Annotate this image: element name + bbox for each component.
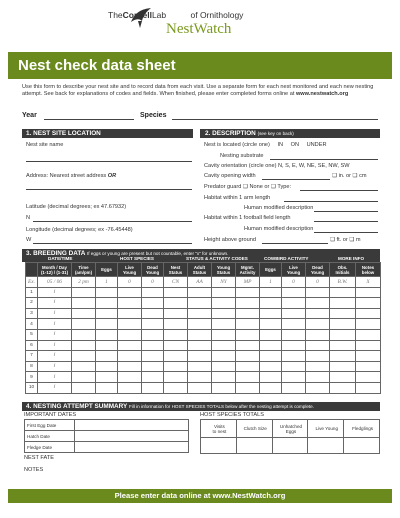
column-header — [26, 263, 38, 277]
nest-site-name-label: Nest site name — [26, 142, 64, 148]
table-row — [26, 372, 381, 383]
data-cell[interactable] — [142, 298, 164, 309]
example-cell: MP — [236, 277, 260, 288]
hatch-label: Hatch Date — [25, 431, 75, 442]
data-cell[interactable] — [72, 372, 96, 383]
n-label: N — [26, 215, 31, 221]
data-cell[interactable] — [330, 361, 356, 372]
fledge-label: Fledge Date — [25, 442, 75, 453]
data-cell[interactable] — [236, 319, 260, 330]
data-cell[interactable] — [212, 340, 236, 351]
totals-field[interactable] — [344, 438, 380, 454]
date-cell[interactable]: / — [38, 287, 72, 298]
table-row — [26, 351, 381, 362]
date-cell[interactable]: / — [38, 329, 72, 340]
data-cell[interactable] — [356, 329, 381, 340]
totals-field[interactable] — [201, 438, 237, 454]
opening-field[interactable] — [262, 179, 330, 180]
table-row — [26, 382, 381, 393]
data-cell[interactable] — [118, 319, 142, 330]
data-cell[interactable] — [142, 287, 164, 298]
located-label: Nest is located (circle one) IN ON UNDER — [204, 142, 327, 148]
data-cell[interactable] — [72, 382, 96, 393]
date-cell[interactable]: / — [38, 382, 72, 393]
data-cell[interactable] — [96, 351, 118, 362]
data-cell[interactable] — [164, 351, 188, 362]
substrate-label: Nesting substrate — [220, 153, 264, 159]
example-cell: 0 — [118, 277, 142, 288]
data-cell[interactable] — [306, 319, 330, 330]
table-row — [26, 319, 381, 330]
data-cell[interactable] — [188, 298, 212, 309]
data-cell[interactable] — [72, 329, 96, 340]
data-cell[interactable] — [142, 382, 164, 393]
species-field[interactable] — [172, 119, 378, 120]
predator-field[interactable] — [300, 190, 378, 191]
data-cell[interactable] — [212, 382, 236, 393]
example-cell: AA — [188, 277, 212, 288]
column-header: Eggs — [96, 263, 118, 277]
year-field[interactable] — [44, 119, 134, 120]
breeding-data-table — [25, 262, 381, 394]
longitude-label: Longitude (decimal degrees; ex -76.45448) — [26, 227, 133, 233]
column-header: Obs. Initials — [330, 263, 356, 277]
data-cell[interactable] — [282, 298, 306, 309]
brand-nestwatch: NestWatch — [166, 21, 232, 37]
data-cell[interactable] — [236, 287, 260, 298]
date-cell[interactable]: / — [38, 308, 72, 319]
data-cell[interactable] — [96, 372, 118, 383]
data-cell[interactable] — [236, 372, 260, 383]
row-number: 4 — [26, 319, 38, 330]
data-cell[interactable] — [330, 340, 356, 351]
example-cell: 0 — [282, 277, 306, 288]
data-cell[interactable] — [260, 329, 282, 340]
data-cell[interactable] — [260, 319, 282, 330]
human-mod-1-field[interactable] — [314, 211, 378, 212]
table-row — [26, 287, 381, 298]
table-row — [26, 308, 381, 319]
data-cell[interactable] — [330, 287, 356, 298]
data-cell[interactable] — [306, 308, 330, 319]
date-cell[interactable]: / — [38, 340, 72, 351]
host-totals-table — [200, 419, 380, 454]
example-cell: 0 — [142, 277, 164, 288]
example-cell: X — [356, 277, 381, 288]
totals-header: Clutch Size — [236, 420, 272, 438]
totals-header: Unhatched Eggs — [272, 420, 308, 438]
footer-text[interactable]: Please enter data online at www.NestWatch.org — [114, 491, 286, 500]
data-cell[interactable] — [188, 361, 212, 372]
date-cell[interactable]: / — [38, 298, 72, 309]
data-cell[interactable] — [164, 319, 188, 330]
year-label: Year — [22, 112, 37, 119]
row-number: 7 — [26, 351, 38, 362]
important-dates-label: IMPORTANT DATES — [24, 412, 77, 418]
totals-field[interactable] — [308, 438, 344, 454]
column-header: Live Young — [118, 263, 142, 277]
group-status: STATUS & ACTIVITY CODES — [186, 256, 248, 261]
data-cell[interactable] — [142, 319, 164, 330]
data-cell[interactable] — [260, 372, 282, 383]
data-cell[interactable] — [260, 361, 282, 372]
data-cell[interactable] — [212, 298, 236, 309]
notes-label: NOTES — [24, 467, 44, 473]
data-cell[interactable] — [188, 287, 212, 298]
row-number: 8 — [26, 361, 38, 372]
data-cell[interactable] — [356, 287, 381, 298]
column-header: Nest Status — [164, 263, 188, 277]
example-cell: NY — [212, 277, 236, 288]
data-cell[interactable] — [188, 372, 212, 383]
data-cell[interactable] — [72, 298, 96, 309]
data-cell[interactable] — [282, 308, 306, 319]
data-cell[interactable] — [96, 329, 118, 340]
date-cell[interactable]: / — [38, 361, 72, 372]
group-host: HOST SPECIES — [120, 256, 154, 261]
data-cell[interactable] — [260, 351, 282, 362]
first-egg-label: First Egg Date — [25, 420, 75, 431]
example-cell: 0 — [306, 277, 330, 288]
data-cell[interactable] — [72, 287, 96, 298]
data-cell[interactable] — [212, 361, 236, 372]
habitat-fb-label: Habitat within 1 football field length — [204, 215, 291, 221]
human-mod-2-label: Human modified description — [244, 226, 314, 232]
data-cell[interactable] — [330, 329, 356, 340]
data-cell[interactable] — [96, 319, 118, 330]
brand-lab-name: TheCornellLab of Ornithology — [108, 10, 244, 20]
data-cell[interactable] — [142, 308, 164, 319]
data-cell[interactable] — [236, 361, 260, 372]
data-cell[interactable] — [96, 340, 118, 351]
row-number: 3 — [26, 308, 38, 319]
row-number: 5 — [26, 329, 38, 340]
example-cell: 05 / 06 — [38, 277, 72, 288]
data-cell[interactable] — [282, 287, 306, 298]
data-cell[interactable] — [164, 361, 188, 372]
host-totals-label: HOST SPECIES TOTALS — [200, 412, 264, 418]
data-cell[interactable] — [212, 308, 236, 319]
orientation-label: Cavity orientation (circle one) N, S, E, W, NE, SE, NW, SW — [204, 163, 350, 169]
data-cell[interactable] — [356, 351, 381, 362]
data-cell[interactable] — [118, 287, 142, 298]
data-cell[interactable] — [356, 372, 381, 383]
column-header: Adult Status — [188, 263, 212, 277]
data-cell[interactable] — [118, 340, 142, 351]
data-cell[interactable] — [260, 287, 282, 298]
data-cell[interactable] — [96, 382, 118, 393]
data-cell[interactable] — [236, 298, 260, 309]
data-cell[interactable] — [236, 329, 260, 340]
data-cell[interactable] — [72, 361, 96, 372]
example-cell: 1 — [260, 277, 282, 288]
data-cell[interactable] — [330, 372, 356, 383]
example-cell: 2 pm — [72, 277, 96, 288]
opening-units[interactable]: ❑ in. or ❑ cm — [332, 173, 367, 179]
data-cell[interactable] — [356, 319, 381, 330]
data-cell[interactable] — [282, 319, 306, 330]
totals-field[interactable] — [272, 438, 308, 454]
column-header: Month / Day (1-12) / (1-31) — [38, 263, 72, 277]
height-units[interactable]: ❑ ft. or ❑ m — [330, 237, 361, 243]
data-cell[interactable] — [356, 382, 381, 393]
data-cell[interactable] — [188, 382, 212, 393]
data-cell[interactable] — [330, 298, 356, 309]
data-cell[interactable] — [118, 351, 142, 362]
column-header: Young Status — [212, 263, 236, 277]
date-cell[interactable]: / — [38, 372, 72, 383]
data-cell[interactable] — [96, 308, 118, 319]
group-datetime: DATE/TIME — [48, 256, 73, 261]
date-cell[interactable]: / — [38, 319, 72, 330]
data-cell[interactable] — [164, 382, 188, 393]
data-cell[interactable] — [236, 351, 260, 362]
data-cell[interactable] — [282, 351, 306, 362]
data-cell[interactable] — [164, 308, 188, 319]
human-mod-1-label: Human modified description — [244, 205, 314, 211]
data-cell[interactable] — [306, 340, 330, 351]
intro-text: Use this form to describe your nest site and to record data from each visit. Use a separate form for each nest monitored and each new nesting attempt. See back for explanations of codes and fields. When finished, please enter completed forms online at www.nestwatch.org — [22, 84, 374, 97]
data-cell[interactable] — [282, 329, 306, 340]
data-cell[interactable] — [356, 340, 381, 351]
data-cell[interactable] — [282, 372, 306, 383]
first-egg-field[interactable] — [74, 420, 188, 431]
data-cell[interactable] — [356, 308, 381, 319]
habitat-arm-field[interactable] — [284, 201, 378, 202]
data-cell[interactable] — [142, 351, 164, 362]
data-cell[interactable] — [118, 298, 142, 309]
data-cell[interactable] — [118, 329, 142, 340]
data-cell[interactable] — [282, 340, 306, 351]
table-row — [26, 361, 381, 372]
opening-label: Cavity opening width — [204, 173, 256, 179]
data-cell[interactable] — [72, 351, 96, 362]
hatch-field[interactable] — [74, 431, 188, 442]
data-cell[interactable] — [260, 298, 282, 309]
data-cell[interactable] — [188, 329, 212, 340]
row-number: 2 — [26, 298, 38, 309]
address-label: Address: Nearest street address OR — [26, 173, 117, 179]
data-cell[interactable] — [164, 372, 188, 383]
data-cell[interactable] — [282, 361, 306, 372]
latitude-field[interactable] — [33, 221, 192, 222]
data-cell[interactable] — [236, 382, 260, 393]
data-cell[interactable] — [118, 382, 142, 393]
habitat-fb-field[interactable] — [314, 221, 378, 222]
group-cowbird: COWBIRD ACTIVITY — [264, 256, 309, 261]
data-cell[interactable] — [330, 308, 356, 319]
example-cell: CN — [164, 277, 188, 288]
row-number: 9 — [26, 372, 38, 383]
data-cell[interactable] — [330, 351, 356, 362]
data-cell[interactable] — [96, 287, 118, 298]
section-heading-2: 2. DESCRIPTION (see key on back) — [205, 130, 294, 137]
row-number: 10 — [26, 382, 38, 393]
data-cell[interactable] — [72, 319, 96, 330]
section-heading-3: 3. BREEDING DATA If eggs or young are present but not countable, enter "x" for unknown. — [26, 250, 229, 257]
human-mod-2-field[interactable] — [314, 232, 378, 233]
height-field[interactable] — [262, 243, 328, 244]
data-cell[interactable] — [356, 361, 381, 372]
height-label: Height above ground — [204, 237, 256, 243]
latitude-label: Latitude (decimal degrees; ex 47.67932) — [26, 204, 127, 210]
data-cell[interactable] — [118, 361, 142, 372]
data-cell[interactable] — [212, 287, 236, 298]
data-cell[interactable] — [260, 340, 282, 351]
w-label: W — [26, 237, 32, 243]
column-header: Dead Young — [142, 263, 164, 277]
column-header: Time (am/pm) — [72, 263, 96, 277]
column-header: Mgmt. Activity — [236, 263, 260, 277]
section-heading-4: 4. NESTING ATTEMPT SUMMARY Fill in information for HOST SPECIES TOTALS below after the nesting attempt is complete. — [26, 403, 315, 410]
important-dates-table — [24, 419, 189, 453]
data-cell[interactable] — [164, 340, 188, 351]
data-cell[interactable] — [72, 308, 96, 319]
longitude-field[interactable] — [33, 243, 192, 244]
data-cell[interactable] — [306, 329, 330, 340]
data-cell[interactable] — [282, 382, 306, 393]
table-row — [26, 329, 381, 340]
data-cell[interactable] — [118, 372, 142, 383]
data-cell[interactable] — [164, 298, 188, 309]
data-cell[interactable] — [96, 361, 118, 372]
data-cell[interactable] — [142, 340, 164, 351]
species-label: Species — [140, 112, 167, 119]
section-heading-1: 1. NEST SITE LOCATION — [26, 130, 101, 137]
data-cell[interactable] — [142, 361, 164, 372]
totals-header: Live Young — [308, 420, 344, 438]
intro-url[interactable]: www.nestwatch.org — [295, 91, 349, 97]
data-cell[interactable] — [212, 372, 236, 383]
data-cell[interactable] — [306, 361, 330, 372]
data-cell[interactable] — [330, 382, 356, 393]
totals-field[interactable] — [236, 438, 272, 454]
date-cell[interactable]: / — [38, 351, 72, 362]
data-cell[interactable] — [236, 340, 260, 351]
data-cell[interactable] — [164, 287, 188, 298]
substrate-field[interactable] — [270, 159, 378, 160]
page-title: Nest check data sheet — [18, 57, 176, 74]
data-cell[interactable] — [212, 329, 236, 340]
totals-header: Visits to nest — [201, 420, 237, 438]
habitat-arm-label: Habitat within 1 arm length — [204, 195, 271, 201]
data-cell[interactable] — [164, 329, 188, 340]
data-cell[interactable] — [306, 351, 330, 362]
data-cell[interactable] — [356, 298, 381, 309]
example-cell: B.W. — [330, 277, 356, 288]
address-field[interactable] — [26, 189, 192, 190]
predator-label[interactable]: Predator guard ❑ None or ❑ Type: — [204, 184, 292, 190]
data-cell[interactable] — [306, 298, 330, 309]
data-cell[interactable] — [118, 308, 142, 319]
column-header: Eggs — [260, 263, 282, 277]
example-row-label: Ex. — [26, 277, 38, 288]
totals-header: Fledglings — [344, 420, 380, 438]
data-cell[interactable] — [260, 308, 282, 319]
data-cell[interactable] — [212, 319, 236, 330]
data-cell[interactable] — [142, 372, 164, 383]
data-cell[interactable] — [306, 287, 330, 298]
data-cell[interactable] — [306, 372, 330, 383]
data-cell[interactable] — [260, 382, 282, 393]
data-cell[interactable] — [188, 340, 212, 351]
nest-site-name-field[interactable] — [26, 161, 192, 162]
data-cell[interactable] — [96, 298, 118, 309]
data-cell[interactable] — [142, 329, 164, 340]
data-cell[interactable] — [212, 351, 236, 362]
data-cell[interactable] — [306, 382, 330, 393]
data-cell[interactable] — [72, 340, 96, 351]
data-cell[interactable] — [188, 351, 212, 362]
group-more: MORE INFO — [338, 256, 365, 261]
table-row — [26, 340, 381, 351]
data-cell[interactable] — [330, 319, 356, 330]
table-row — [26, 298, 381, 309]
row-number: 6 — [26, 340, 38, 351]
data-cell[interactable] — [188, 308, 212, 319]
nest-fate-label: NEST FATE — [24, 455, 54, 461]
row-number: 1 — [26, 287, 38, 298]
column-header: Notes below — [356, 263, 381, 277]
fledge-field[interactable] — [74, 442, 188, 453]
column-header: Live Young — [282, 263, 306, 277]
example-cell: 1 — [96, 277, 118, 288]
data-cell[interactable] — [188, 319, 212, 330]
column-header: Dead Young — [306, 263, 330, 277]
data-cell[interactable] — [236, 308, 260, 319]
